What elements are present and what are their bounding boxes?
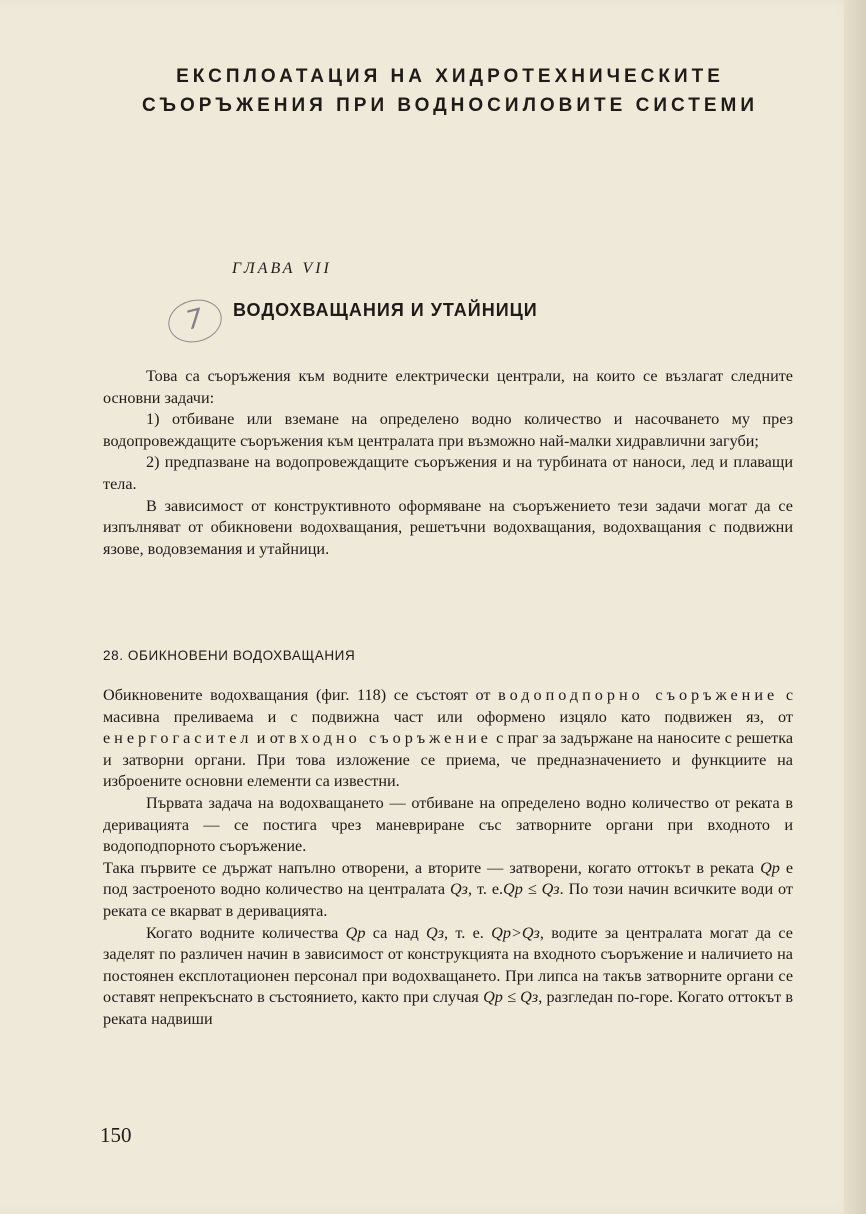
intro-text <box>103 366 793 560</box>
text-run: т. е. <box>455 923 484 942</box>
text-run: е под застроеното водно количество на централата <box>103 858 793 899</box>
symbol-q3: Qз <box>426 923 445 942</box>
text-run: Обикновените водохващания (фиг. 118) се състоят от <box>103 686 491 704</box>
formula-qp-gt-q3: Qр>Qз <box>491 923 540 942</box>
section-paragraph-1 <box>103 685 793 793</box>
section-text <box>103 685 793 1031</box>
pencil-circled-number: 7 <box>164 294 227 348</box>
intro-paragraph-3: 2) предпазване на водопровеждащите съоръжения и на турбината от наноси, лед и плаващи тела. <box>103 453 793 493</box>
text-run: и от <box>256 729 285 748</box>
symbol-q3: Qз <box>449 880 468 899</box>
section-paragraph-2: Първата задача на водохващането — отбиване на определено водно количество от реката в деривацията — се постига чрез маневриране със затворните органи при входното и водоподпорното съоръжение. <box>103 793 793 856</box>
text-run: водите за централата могат да се заделят по различен начин в зависимост от конструкцията на входното съоръжение и наличието на постоянен експлотационен персонал при водохващането. При липса на такъв затворните органи се оставят непрекъснато в състоянието, както при случая <box>103 923 793 1007</box>
text-run: Така първите се държат напълно отворени, а вторите — затворени, когато оттокът в реката <box>103 858 755 877</box>
running-head-line-2: СЪОРЪЖЕНИЯ ПРИ ВОДНОСИЛОВИТЕ СИСТЕМИ <box>141 95 758 116</box>
section-paragraph-4: Когато водните количества Qр са над Qз, т. е. Qр>Qз, водите за централата могат да се заделят по различен начин в зависимост от конструкцията на входното съоръжение и наличието на постоянен експлотационен персонал при водохващането. При липса на такъв затворните органи се оставят непрекъснато в състоянието, както при случая Qр ≤ Qз, разгледан по-горе. Когато оттокът в реката надвиши <box>103 923 794 1028</box>
page-number: 150 <box>100 1123 132 1147</box>
text-run: Когато водните количества <box>146 923 339 942</box>
text-run: с праг за задържане на наносите с решетка и затворни органи. При това изложение се приема, че предназначението и функциите на изброените основни елементи са известни. <box>103 729 794 791</box>
intro-paragraph-4: В зависимост от конструктивното оформяване на съоръжението тези задачи могат да се изпълняват от обикновени водохващания, решетъчни водохващания, водохващания с подвижни язове, водовземания и утайници. <box>103 496 793 558</box>
running-head-line-1: ЕКСПЛОАТАЦИЯ НА ХИДРОТЕХНИЧЕСКИТЕ <box>176 66 724 87</box>
spaced-term: входно съоръжение <box>289 729 492 748</box>
section-paragraph-3: Така първите се държат напълно отворени, а вторите — затворени, когато оттокът в реката Qр е под застроеното водно количество на централата Qз, т. е.Qр ≤ Qз. По този начин всичките води от реката се вкарват в деривацията. <box>103 858 793 920</box>
text-run: т. е. <box>476 880 504 899</box>
text-run: По този начин всичките води от реката се вкарват в деривацията. <box>103 880 793 920</box>
running-head <box>100 62 800 120</box>
text-run: са над <box>372 923 419 942</box>
chapter-label: ГЛАВА VII <box>232 260 332 277</box>
symbol-qp: Qр <box>345 923 366 942</box>
symbol-qp: Qр <box>760 858 780 877</box>
formula-qp-le-q3: Qр ≤ Qз <box>503 880 560 899</box>
page-edge-shadow <box>844 0 866 1214</box>
spaced-term: енергогасител <box>103 729 253 748</box>
section-heading: 28. ОБИКНОВЕНИ ВОДОХВАЩАНИЯ <box>103 648 356 663</box>
spaced-term: водоподпорно съоръжение <box>498 686 779 704</box>
text-run: разгледан по-горе. Когато оттокът в реката надвиши <box>103 988 794 1028</box>
intro-paragraph-1: Това са съоръжения към водните електрически централи, на които се възлагат следните основни задачи: <box>103 367 793 407</box>
text-run: с масивна преливаема и с подвижна част или оформено изцяло като подвижен яз, от <box>103 686 793 726</box>
formula-qp-le-q3: Qр ≤ Qз <box>483 988 539 1007</box>
intro-paragraph-2: 1) отбиване или вземане на определено водно количество и насочването му през водопровеждащите съоръжения към централата при възможно най-малки хидравлични загуби; <box>103 410 793 450</box>
chapter-title: ВОДОХВАЩАНИЯ И УТАЙНИЦИ <box>233 300 538 320</box>
